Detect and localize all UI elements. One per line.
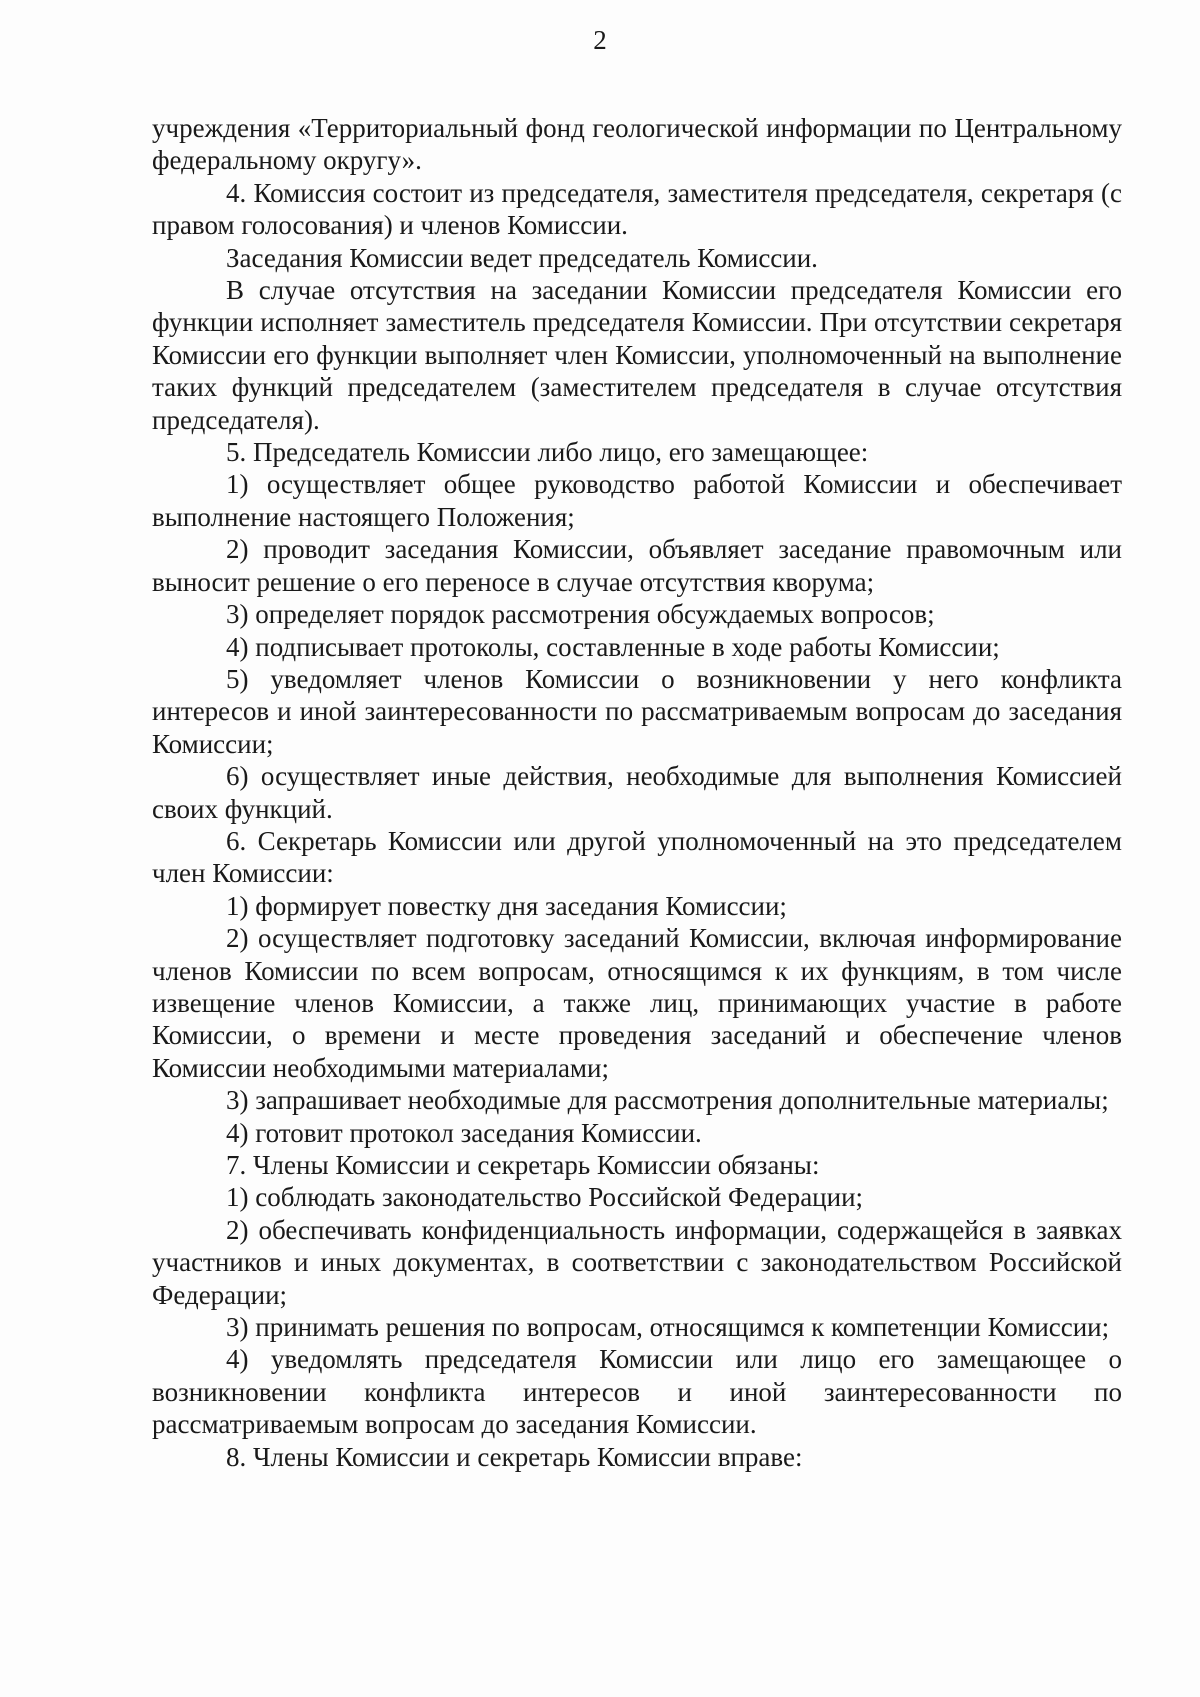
paragraph: 3) определяет порядок рассмотрения обсуждаемых вопросов; (226, 599, 935, 630)
paragraph: 4) уведомлять председателя Комиссии или лицо его замещающее о возникновении конфликта интересов и иной заинтересованности по рассматриваемым вопросам до заседания Комиссии. (152, 1344, 1122, 1440)
paragraph: 6. Секретарь Комиссии или другой уполномоченный на это председателем член Комиссии: (152, 825, 1122, 889)
paragraph: 5) уведомляет членов Комиссии о возникновении у него конфликта интересов и иной заинтересованности по рассматриваемым вопросам до заседания Комиссии; (152, 663, 1122, 759)
paragraph: 1) соблюдать законодательство Российской Федерации; (226, 1182, 864, 1213)
paragraph: 4. Комиссия состоит из председателя, заместителя председателя, секретаря (с правом голосования) и членов Комиссии. (152, 177, 1122, 241)
paragraph: 1) формирует повестку дня заседания Комиссии; (226, 890, 787, 921)
paragraph: 7. Члены Комиссии и секретарь Комиссии обязаны: (226, 1150, 820, 1180)
paragraph: 3) запрашивает необходимые для рассмотрения дополнительные материалы; (226, 1085, 1109, 1116)
paragraph: 2) проводит заседания Комиссии, объявляет заседание правомочным или выносит решение о его переносе в случае отсутствия кворума; (152, 534, 1122, 597)
paragraph: 4) готовит протокол заседания Комиссии. (226, 1117, 702, 1148)
paragraph: 3) принимать решения по вопросам, относящимся к компетенции Комиссии; (226, 1312, 1110, 1343)
paragraph: В случае отсутствия на заседании Комиссии председателя Комиссии его функции исполняет заместитель председателя Комиссии. При отсутствии секретаря Комиссии его функции выполняет член Комиссии, уполномоченный на выполнение таких функций председателем (заместителем председателя в случае отсутствия председателя). (152, 275, 1122, 435)
paragraph: 4) подписывает протоколы, составленные в ходе работы Комиссии; (226, 631, 1000, 662)
paragraph: 2) осуществляет подготовку заседаний Комиссии, включая информирование членов Комиссии по всем вопросам, относящимся к их функциям, в том числе извещение членов Комиссии, а также лиц, принимающих участие в работе Комиссии, о времени и месте проведения заседаний и обеспечение членов Комиссии необходимыми материалами; (152, 923, 1122, 1083)
page-number: 2 (593, 25, 607, 55)
paragraph: 8. Члены Комиссии и секретарь Комиссии вправе: (226, 1441, 803, 1472)
paragraph: 1) осуществляет общее руководство работой Комиссии и обеспечивает выполнение настоящего Положения; (152, 469, 1122, 532)
paragraph: 6) осуществляет иные действия, необходимые для выполнения Комиссией своих функций. (152, 761, 1122, 824)
paragraph: учреждения «Территориальный фонд геологической информации по Центральному федеральному округу». (152, 113, 1122, 176)
paragraph: Заседания Комиссии ведет председатель Комиссии. (226, 242, 818, 273)
paragraph: 2) обеспечивать конфиденциальность информации, содержащейся в заявках участников и иных документах, в соответствии с законодательством Российской Федерации; (152, 1214, 1122, 1310)
document-body (152, 112, 1122, 1473)
paragraph: 5. Председатель Комиссии либо лицо, его замещающее: (226, 437, 869, 468)
